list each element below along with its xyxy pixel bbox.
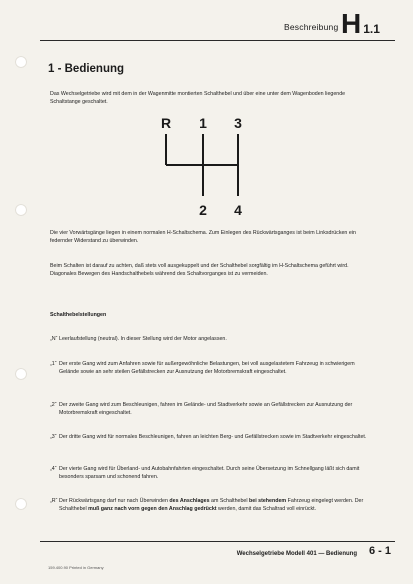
page-number: 6 - 1 xyxy=(368,545,391,557)
section-code-number: 1.1 xyxy=(363,22,380,36)
gear-entry-label: „2“ xyxy=(50,402,57,408)
gear-label-1: 1 xyxy=(199,115,207,131)
punch-hole xyxy=(15,204,27,216)
footer-rule xyxy=(40,541,395,542)
reverse-text: werden, damit das Schaltrad voll einrückt. xyxy=(216,506,317,512)
gear-entry-fourth xyxy=(50,465,376,481)
section-code xyxy=(341,8,380,40)
punch-hole xyxy=(15,56,27,68)
gear-entry-label: „R“ xyxy=(50,498,58,504)
gear-entry-text: Der dritte Gang wird für normales Beschleunigen, fahren an leichten Berg- und Gefällstrecken sowie im Stadtverkehr eingeschaltet. xyxy=(59,434,367,440)
gear-entry-second xyxy=(50,401,376,417)
header-rule xyxy=(40,40,395,41)
gear-entry-reverse xyxy=(50,497,376,513)
print-note: 159.400.90 Printed in Germany xyxy=(48,565,104,570)
gear-entry-third xyxy=(50,433,376,441)
paragraph-shifting-notes: Beim Schalten ist darauf zu achten, daß stets voll ausgekuppelt und der Schalthebel sorgfältig im H-Schaltschema geführt wird. Diagonales Bewegen des Handschalthebels während des Schaltvorganges ist zu vermeiden. xyxy=(50,263,349,277)
footer-title: Wechselgetriebe Modell 401 — Bedienung xyxy=(236,551,357,557)
gear-entry-text: Leerlaufstellung (neutral). In dieser Stellung wird der Motor angelassen. xyxy=(59,336,227,342)
gear-label-2: 2 xyxy=(199,202,207,218)
gear-entry-text: Der zweite Gang wird zum Beschleunigen, fahren im Gelände- und Stadtverkehr sowie an Gefällstrecken zur Ausnutzung der Motorbremskraft eingeschaltet. xyxy=(59,402,353,416)
header-label: Beschreibung xyxy=(284,22,339,32)
paragraph-intro: Das Wechselgetriebe wird mit dem in der Wagenmitte montierten Schalthebel und über eine unter dem Wagenboden liegende Schaltstange geschaltet. xyxy=(50,91,346,105)
gear-entry-text xyxy=(59,497,376,513)
punch-hole xyxy=(15,368,27,380)
gear-entry-text: Der erste Gang wird zum Anfahren sowie für außergewöhnliche Belastungen, bei voll ausgelastetem Fahrzeug in schwierigem Gelände sowie an sehr steilen Gefällstrecken zur Ausnutzung der Motorbremskraft eingeschaltet. xyxy=(59,361,355,375)
gear-entry-neutral xyxy=(50,335,376,343)
gear-entry-label: „4“ xyxy=(50,466,57,472)
gear-label-3: 3 xyxy=(234,115,242,131)
gear-entry-label: „N“ xyxy=(50,336,58,342)
gear-entry-label: „1“ xyxy=(50,361,57,367)
reverse-emphasis: bei stehendem xyxy=(249,498,287,504)
punch-hole xyxy=(15,498,27,510)
reverse-text: Fahrzeug eingelegt werden. Der Schalthebel xyxy=(59,498,364,512)
gear-label-4: 4 xyxy=(234,202,242,218)
gear-label-r: R xyxy=(160,115,172,131)
gear-entry-first xyxy=(50,360,376,376)
gear-entry-label: „3“ xyxy=(50,434,57,440)
section-title: 1 - Bedienung xyxy=(48,63,125,75)
reverse-emphasis: muß ganz nach vorn gegen den Anschlag gedrückt xyxy=(88,506,217,512)
subheading-lever-positions: Schalthebelstellungen xyxy=(50,312,107,318)
section-code-letter: H xyxy=(341,8,361,39)
shift-pattern-diagram xyxy=(150,112,260,222)
reverse-emphasis: des Anschlages xyxy=(169,498,210,504)
reverse-text: am Schalthebel xyxy=(209,498,250,504)
paragraph-shift-pattern: Die vier Vorwärtsgänge liegen in einem normalen H-Schaltschema. Zum Einlegen des Rückwärtsganges ist beim Linksdrücken ein federnder Widerstand zu überwinden. xyxy=(50,230,356,244)
gear-entry-text: Der vierte Gang wird für Überland- und Autobahnfahrten eingeschaltet. Durch seine Übersetzung im Schnellgang läßt sich damit besonders sparsam und schonend fahren. xyxy=(59,466,360,480)
reverse-text: Der Rückwärtsgang darf nur nach Überwinden xyxy=(59,498,170,504)
